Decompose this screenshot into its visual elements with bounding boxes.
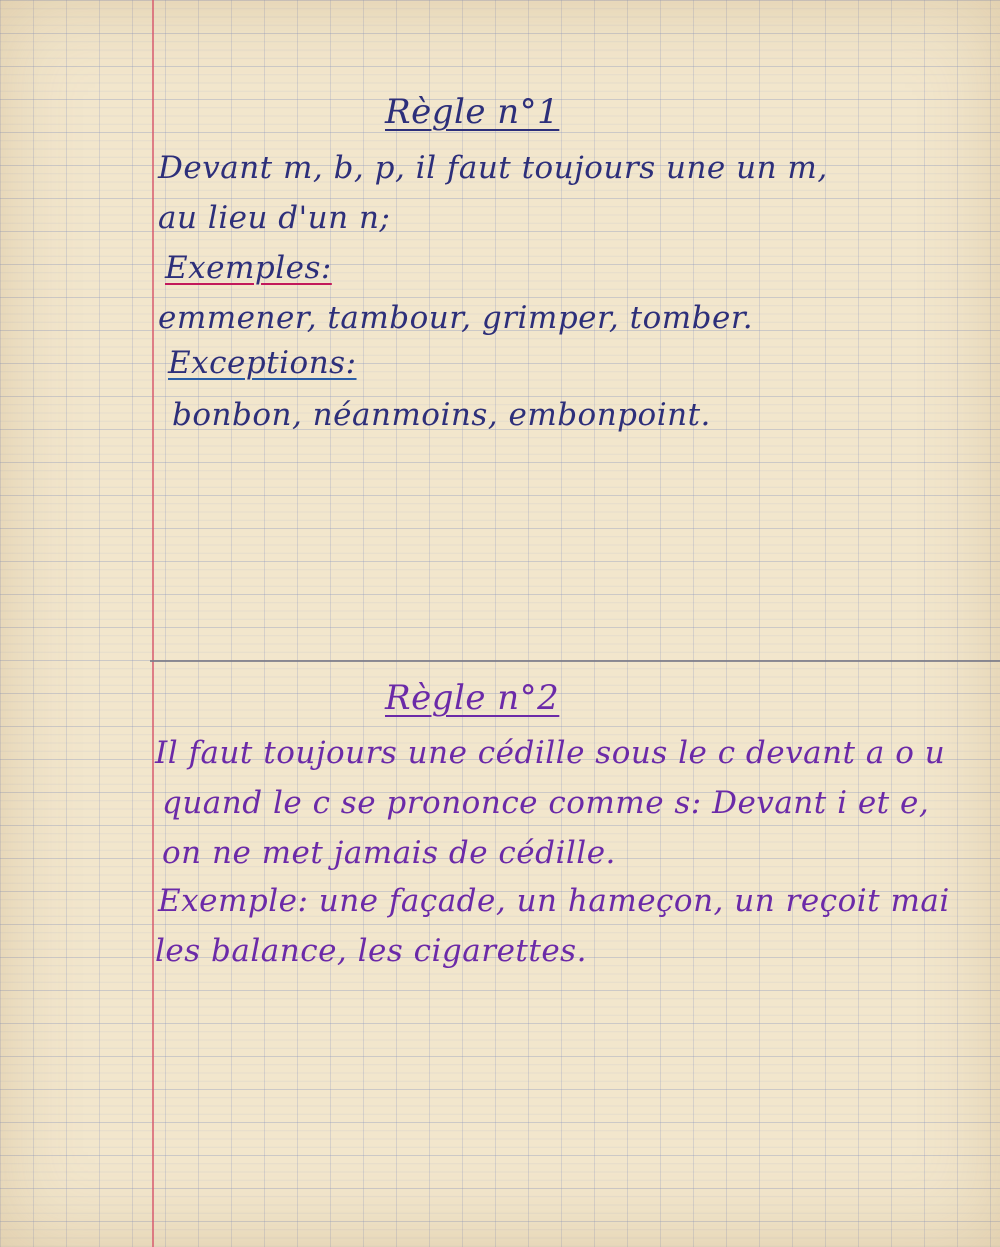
section-separator [150, 660, 1000, 662]
rule-2-line-2: quand le c se prononce comme s: Devant i et e, [162, 785, 930, 821]
margin-line [152, 0, 154, 1247]
rule-1-examples: emmener, tambour, grimper, tomber. [158, 300, 754, 336]
rule-2-title: Règle n°2 [385, 678, 560, 718]
rule-2-line-5: les balance, les cigarettes. [155, 933, 587, 969]
rule-1-line-2: au lieu d'un n; [158, 200, 391, 236]
rule-1-line-1: Devant m, b, p, il faut toujours une un m, [158, 150, 828, 186]
rule-2-line-4: Exemple: une façade, un hameçon, un reçoit mai [158, 883, 950, 919]
rule-2-line-3: on ne met jamais de cédille. [162, 835, 616, 871]
rule-1-exceptions: bonbon, néanmoins, embonpoint. [172, 397, 711, 433]
rule-1-exceptions-label: Exceptions: [168, 345, 357, 381]
rule-1-examples-label: Exemples: [165, 250, 332, 286]
rule-1-title: Règle n°1 [385, 92, 560, 132]
rule-2-line-1: Il faut toujours une cédille sous le c devant a o u [155, 735, 946, 771]
